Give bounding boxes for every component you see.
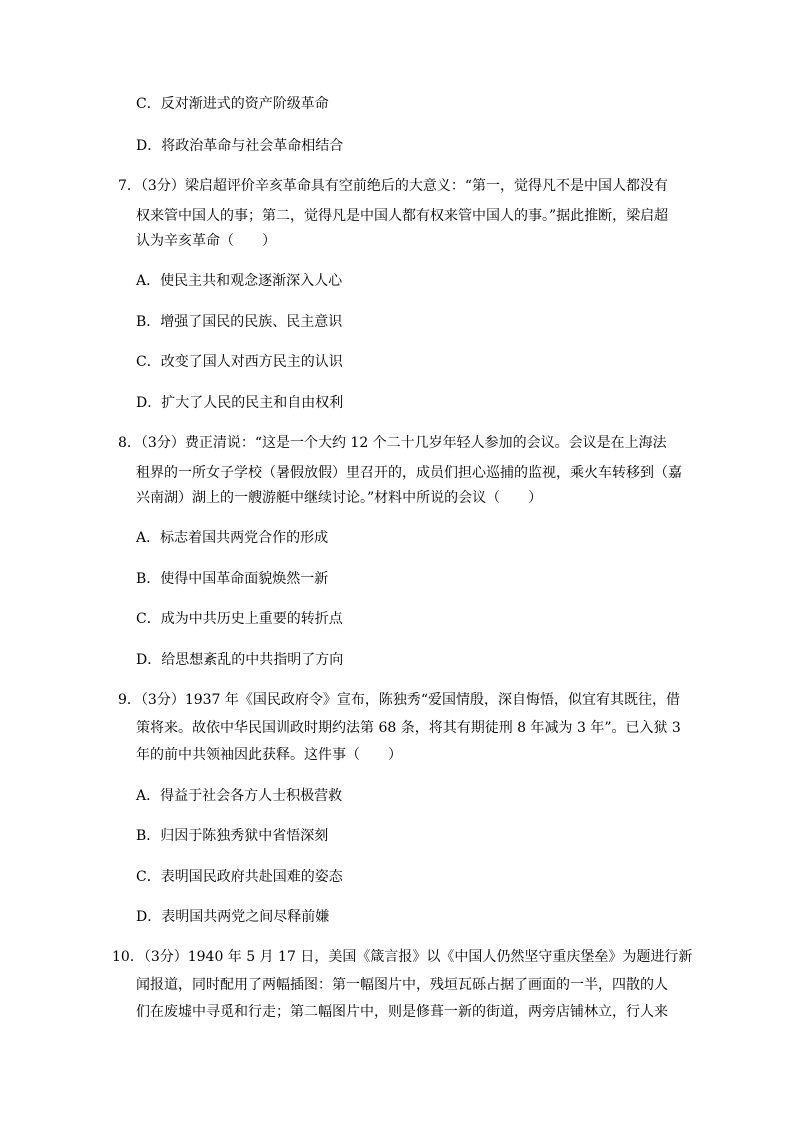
question-9-stem-line-2: 策将来。故依中华民国训政时期约法第 68 条，将其有期徒刑 8 年减为 3 年”。已入狱 3 <box>136 720 681 736</box>
question-8-option-b: B．使得中国革命面貌焕然一新 <box>136 571 329 587</box>
question-8-stem-line-2: 租界的一所女子学校（暑假放假）里召开的，成员们担心巡捕的监视，乘火车转移到（嘉 <box>136 465 682 481</box>
question-7-option-b: B．增强了国民的民族、民主意识 <box>136 314 343 330</box>
question-8-option-a: A．标志着国共两党合作的形成 <box>136 530 329 546</box>
prev-question-option-d: D．将政治革命与社会革命相结合 <box>136 138 344 154</box>
question-10-stem-line-1: 10．（3分）1940 年 5 月 17 日，美国《箴言报》以《中国人仍然坚守重庆堡垒》为题进行新 <box>112 949 693 965</box>
question-9-option-d: D．表明国共两党之间尽释前嫌 <box>136 909 330 925</box>
question-9-stem-line-1: 9．（3分）1937 年《国民政府令》宣布，陈独秀“爱国情殷，深自悔悟，似宜宥其既往，借 <box>118 692 681 708</box>
question-9-option-a: A．得益于社会各方人士积极营救 <box>136 788 343 804</box>
prev-question-option-c: C．反对渐进式的资产阶级革命 <box>136 96 329 112</box>
question-8-option-d: D．给思想紊乱的中共指明了方向 <box>136 652 344 668</box>
question-7-option-d: D．扩大了人民的民主和自由权利 <box>136 395 344 411</box>
question-9-stem-line-3: 年的前中共领袖因此获释。这件事（ ） <box>136 747 402 763</box>
question-7-stem-line-1: 7．（3分）梁启超评价辛亥革命具有空前绝后的大意义：“第一，觉得凡不是中国人都没有 <box>118 178 668 194</box>
question-9-option-c: C．表明国民政府共赴国难的姿态 <box>136 869 343 885</box>
question-7-option-a: A．使民主共和观念逐渐深入人心 <box>136 273 343 289</box>
question-7-stem-line-3: 认为辛亥革命（ ） <box>136 233 276 249</box>
question-8-stem-line-1: 8．（3分）费正清说：“这是一个大约 12 个二十几岁年轻人参加的会议。会议是在上海法 <box>118 435 667 451</box>
question-8-stem-line-3: 兴南湖）湖上的一艘游艇中继续讨论。”材料中所说的会议（ ） <box>136 490 543 506</box>
question-9-option-b: B．归因于陈独秀狱中省悟深刻 <box>136 828 329 844</box>
question-7-stem-line-2: 权来管中国人的事；第二，觉得凡是中国人都有权来管中国人的事。”据此推断，梁启超 <box>136 208 669 224</box>
question-10-stem-line-3: 们在废墟中寻觅和行走；第二幅图片中，则是修葺一新的街道，两旁店铺林立，行人来 <box>136 1004 668 1020</box>
question-7-option-c: C．改变了国人对西方民主的认识 <box>136 354 343 370</box>
question-10-stem-line-2: 闻报道，同时配用了两幅插图：第一幅图片中，残垣瓦砾占据了画面的一半，四散的人 <box>136 977 668 993</box>
question-8-option-c: C．成为中共历史上重要的转折点 <box>136 611 343 627</box>
